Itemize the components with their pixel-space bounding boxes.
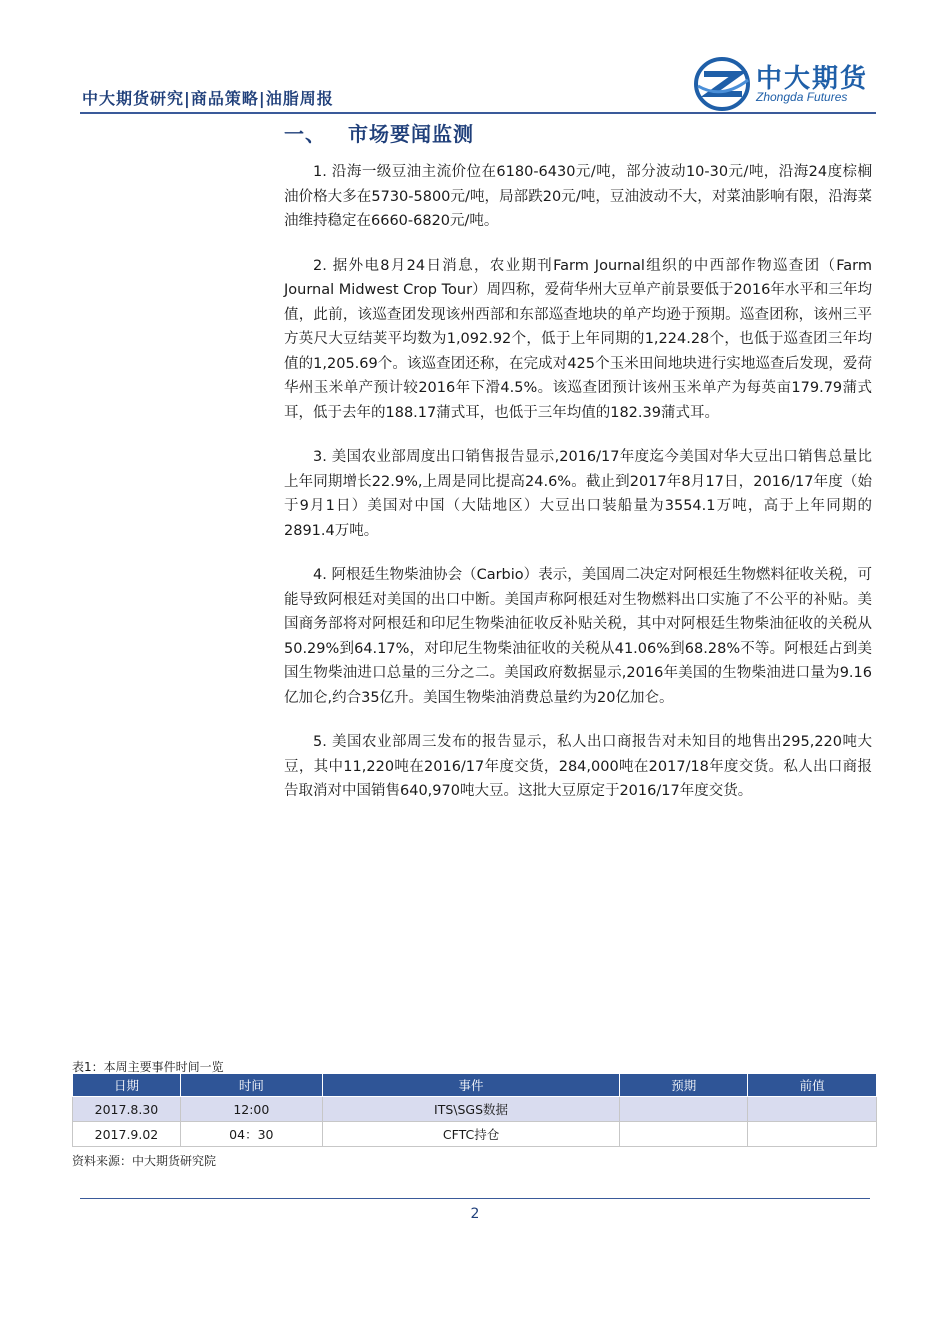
data-source-note: 资料来源：中大期货研究院 [72, 1154, 217, 1168]
news-item-4: 4. 阿根廷生物柴油协会（Carbio）表示，美国周二决定对阿根廷生物燃料征收关税，可能导致阿根廷对美国的出口中断。美国声称阿根廷对生物燃料出口实施了不公平的补贴。美国商务部将对阿根廷和印尼生物柴油征收反补贴关税，其中对阿根廷生物柴油征收的关税从50.29%到64.17%，对印尼生物柴油征收的关税从41.06%到68.28%不等。阿根廷占到美国生物柴油进口总量的三分之二。美国政府数据显示,2016年美国的生物柴油进口量为9.16亿加仑,约合35亿升。美国生物柴油消费总量约为20亿加仑。 [284, 567, 872, 706]
section-number: 一、 [284, 122, 326, 146]
footer-divider [80, 1198, 870, 1199]
table-caption: 表1：本周主要事件时间一览 [72, 1060, 224, 1074]
company-logo [694, 56, 874, 112]
news-content [284, 160, 872, 824]
cell-time: 12:00 [180, 1097, 322, 1122]
cell-expected [620, 1122, 748, 1147]
page-number: 2 [470, 1206, 480, 1222]
cell-event: CFTC持仓 [322, 1122, 620, 1147]
section-heading [284, 118, 474, 147]
logo-chinese-name: 中大期货 [756, 64, 869, 94]
news-item-5: 5. 美国农业部周三发布的报告显示，私人出口商报告对未知目的地售出295,220吨大豆，其中11,220吨在2016/17年度交货，284,000吨在2017/18年度交货。私人出口商报告取消对中国销售640,970吨大豆。这批大豆原定于2016/17年度交货。 [284, 734, 872, 799]
table-header-row [73, 1074, 877, 1097]
news-item-1: 1. 沿海一级豆油主流价位在6180-6430元/吨，部分波动10-30元/吨，沿海24度棕榈油价格大多在5730-5800元/吨，局部跌20元/吨，豆油波动不大，对菜油影响有限，沿海菜油维持稳定在6660-6820元/吨。 [284, 164, 872, 229]
col-header-event: 事件 [322, 1074, 620, 1097]
report-header-title: 中大期货研究|商品策略|油脂周报 [82, 89, 334, 108]
news-item-3: 3. 美国农业部周度出口销售报告显示,2016/17年度迄今美国对华大豆出口销售总量比上年同期增长22.9%,上周是同比提高24.6%。截止到2017年8月17日，2016/17年度（始于9月1日）美国对中国（大陆地区）大豆出口装船量为3554.1万吨，高于上年同期的2891.4万吨。 [284, 449, 872, 539]
section-title: 市场要闻监测 [348, 122, 474, 146]
cell-previous [748, 1097, 877, 1122]
news-item-2: 2. 据外电8月24日消息，农业期刊Farm Journal组织的中西部作物巡查团（Farm Journal Midwest Crop Tour）周四称，爱荷华州大豆单产前景要低于2016年水平和三年均值，此前，该巡查团发现该州西部和东部巡查地块的单产均逊于预期。巡查团称，该州三平方英尺大豆结荚平均数为1,092.92个，低于上年同期的1,224.28个，也低于巡查团三年均值的1,205.69个。该巡查团还称，在完成对425个玉米田间地块进行实地巡查后发现，爱荷华州玉米单产预计较2016年下滑4.5%。该巡查团预计该州玉米单产为每英亩179.79蒲式耳，低于去年的188.17蒲式耳，也低于三年均值的182.39蒲式耳。 [284, 257, 872, 421]
cell-event: ITS\SGS数据 [322, 1097, 620, 1122]
table-row [73, 1122, 877, 1147]
cell-date: 2017.8.30 [73, 1097, 181, 1122]
cell-expected [620, 1097, 748, 1122]
cell-previous [748, 1122, 877, 1147]
col-header-expected: 预期 [620, 1074, 748, 1097]
logo-english-name: Zhongda Futures [756, 90, 848, 104]
header-divider [80, 112, 876, 114]
col-header-date: 日期 [73, 1074, 181, 1097]
col-header-previous: 前值 [748, 1074, 877, 1097]
col-header-time: 时间 [180, 1074, 322, 1097]
events-table [72, 1073, 877, 1147]
table-row [73, 1097, 877, 1122]
cell-date: 2017.9.02 [73, 1122, 181, 1147]
cell-time: 04：30 [180, 1122, 322, 1147]
zhongda-logo-icon [694, 56, 752, 112]
